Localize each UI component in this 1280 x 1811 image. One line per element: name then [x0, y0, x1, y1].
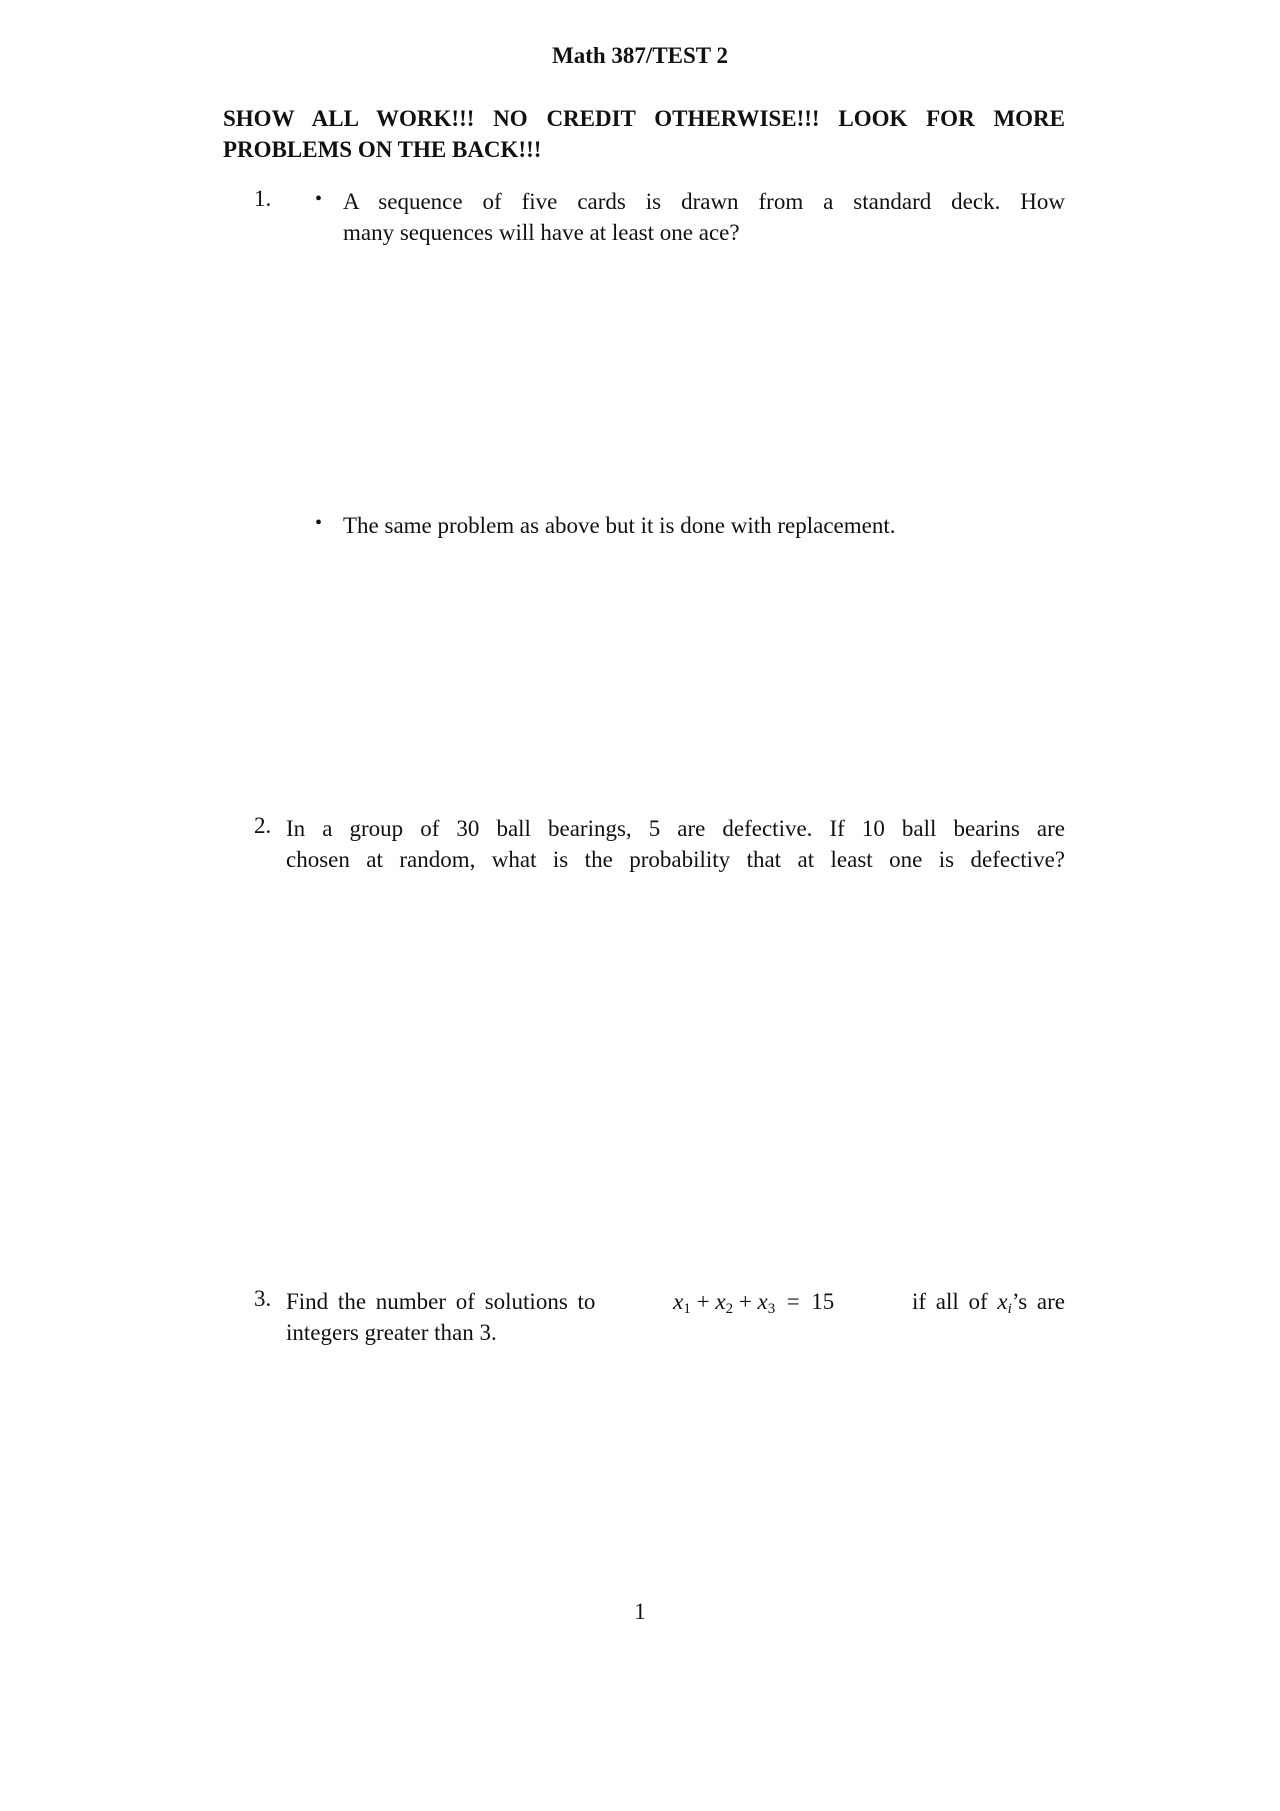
instructions: SHOW ALL WORK!!! NO CREDIT OTHERWISE!!! LOOK FOR MORE PROBLEMS ON THE BACK!!! [223, 106, 1065, 162]
bullet-icon: • [315, 512, 323, 534]
problem-3-line1 [286, 1286, 1065, 1317]
var-x: x [997, 1289, 1008, 1314]
var-x: x [757, 1289, 768, 1314]
subscript: 1 [683, 1301, 691, 1317]
bullet-icon: • [315, 188, 323, 210]
plus: + [738, 1289, 752, 1314]
problem-1a-line2: many sequences will have at least one ace? [343, 220, 740, 245]
problem-1a-line1: A sequence of five cards is drawn from a standard deck. How [343, 189, 1065, 214]
subscript-i: i [1007, 1301, 1012, 1317]
subscript: 2 [725, 1301, 734, 1317]
problem-3-line2: integers greater than 3. [286, 1320, 497, 1345]
rhs: 15 [811, 1289, 835, 1314]
page-title: Math 387/TEST 2 [552, 43, 728, 68]
text: if all of [911, 1289, 988, 1314]
page-number: 1 [634, 1599, 646, 1624]
problem-2-line2: chosen at random, what is the probability that at least one is defective? [286, 847, 1065, 872]
problem-3-condition [912, 1286, 1065, 1317]
var-x: x [715, 1289, 726, 1314]
equation [673, 1286, 834, 1317]
problem-number: 2. [254, 813, 272, 838]
subscript: 3 [767, 1301, 776, 1317]
problem-number: 1. [254, 186, 272, 211]
text: ’s are [1011, 1289, 1065, 1314]
var-x: x [673, 1289, 684, 1314]
problem-number: 3. [254, 1286, 272, 1311]
equals: = [786, 1289, 800, 1314]
plus: + [696, 1289, 710, 1314]
problem-2-line1: In a group of 30 ball bearings, 5 are defective. If 10 ball bearins are [286, 816, 1065, 841]
problem-1b-text: The same problem as above but it is done with replacement. [343, 513, 896, 538]
problem-3-text: Find the number of solutions to [286, 1289, 596, 1314]
